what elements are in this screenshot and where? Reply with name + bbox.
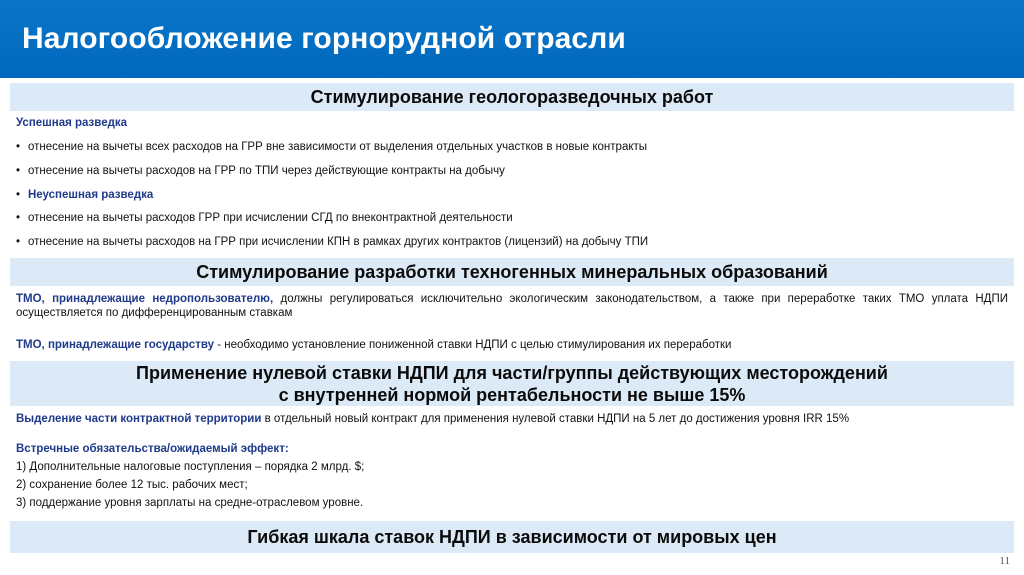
tmo-state-text: - необходимо установление пониженной ставки НДПИ с целью стимулирования их переработки — [214, 339, 732, 351]
bullet-icon: • — [16, 212, 21, 224]
success-label: Успешная разведка — [16, 117, 128, 129]
heading-line-1: Применение нулевой ставки НДПИ для части/группы действующих месторождений — [136, 362, 888, 383]
territory-paragraph — [16, 413, 849, 425]
tmo-user-label: ТМО, принадлежащие недропользователю, — [16, 293, 274, 305]
list-item — [16, 165, 505, 177]
list-item-text: отнесение на вычеты расходов на ГРР по ТПИ через действующие контракты на добычу — [28, 165, 505, 177]
bullet-icon: • — [16, 141, 21, 153]
section-heading-zero-rate — [10, 361, 1014, 406]
tmo-user-text: должны регулироваться исключительно экологическим законодательством, а также при переработке таких ТМО уплата НДПИ осуществляется по дифференцированным ставкам — [16, 293, 1008, 319]
list-item: 2) сохранение более 12 тыс. рабочих мест; — [16, 479, 248, 491]
page-number: 11 — [999, 555, 1010, 567]
list-item-text: отнесение на вычеты расходов ГРР при исчислении СГД по внеконтрактной деятельности — [28, 212, 513, 224]
list-item — [16, 212, 513, 224]
territory-label: Выделение части контрактной территории — [16, 413, 262, 425]
fail-label: Неуспешная разведка — [28, 189, 154, 201]
bullet-icon: • — [16, 236, 21, 248]
heading-line-2: с внутренней нормой рентабельности не выше 15% — [278, 384, 746, 405]
list-item — [16, 189, 153, 201]
list-item: 3) поддержание уровня зарплаты на средне-отраслевом уровне. — [16, 497, 364, 509]
list-item-text: отнесение на вычеты расходов на ГРР при исчислении КПН в рамках других контрактов (лицензий) на добычу ТПИ — [28, 236, 649, 248]
bullet-icon: • — [16, 165, 21, 177]
territory-text: в отдельный новый контракт для применения нулевой ставки НДПИ на 5 лет до достижения уровня IRR 15% — [261, 413, 850, 425]
list-item: 1) Дополнительные налоговые поступления – порядка 2 млрд. $; — [16, 461, 365, 473]
effects-label: Встречные обязательства/ожидаемый эффект: — [16, 443, 289, 455]
section-heading-exploration: Стимулирование геологоразведочных работ — [10, 83, 1014, 111]
slide-title: Налогообложение горнорудной отрасли — [22, 22, 626, 55]
tmo-state-paragraph — [16, 338, 1008, 352]
list-item — [16, 141, 647, 153]
tmo-state-label: ТМО, принадлежащие государству — [16, 339, 215, 351]
list-item-text: отнесение на вычеты всех расходов на ГРР вне зависимости от выделения отдельных участков в новые контракты — [28, 141, 648, 153]
section-heading-flexible-scale: Гибкая шкала ставок НДПИ в зависимости от мировых цен — [10, 521, 1014, 553]
list-item — [16, 236, 648, 248]
section-heading-tmo: Стимулирование разработки техногенных минеральных образований — [10, 258, 1014, 286]
tmo-user-paragraph — [16, 292, 1008, 320]
title-bar — [0, 0, 1024, 78]
bullet-icon: • — [16, 189, 21, 201]
